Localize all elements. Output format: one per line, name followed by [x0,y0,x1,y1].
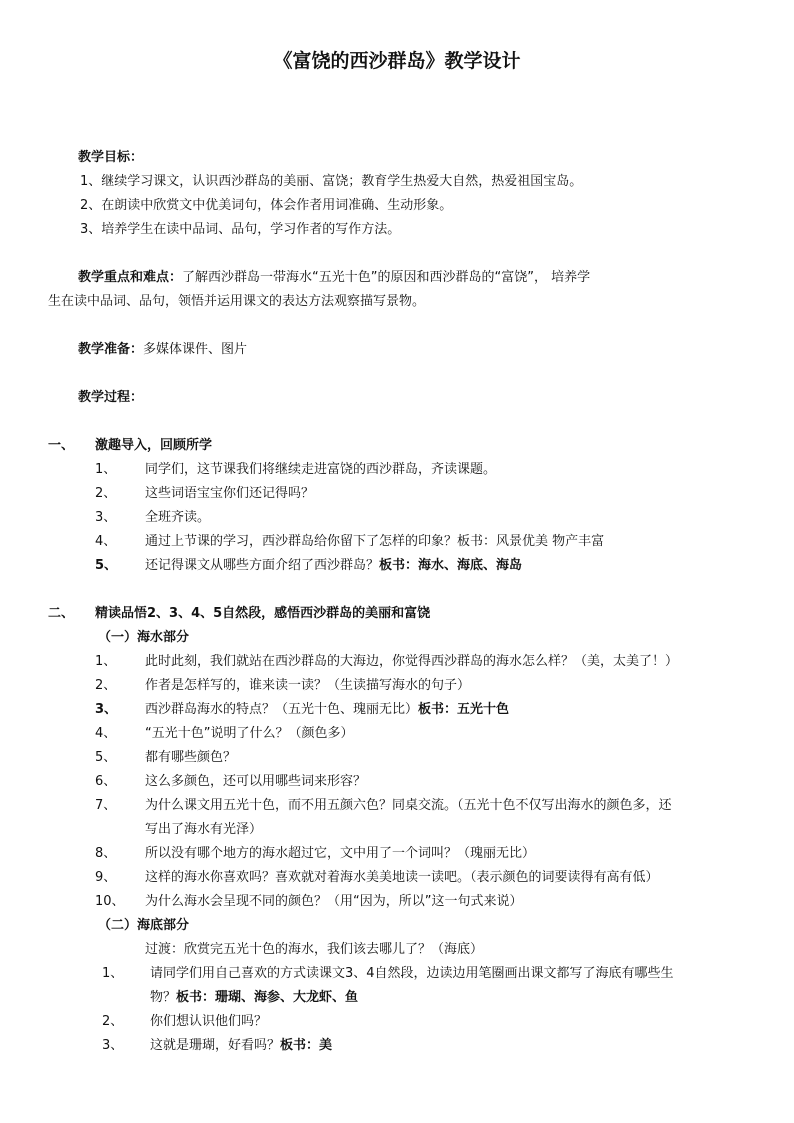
list-item-number: 2、 [102,1014,124,1029]
list-item-number: 2、 [95,678,117,693]
list-item-number: 1、 [95,654,117,669]
board-note: 板书：海水、海底、海岛 [379,558,523,573]
board-note: 板书：五光十色 [418,702,510,717]
list-item: 西沙群岛海水的特点？（五光十色、瑰丽无比）板书：五光十色 [145,702,510,717]
subsection2-heading: （二）海底部分 [98,918,190,933]
document-title: 《富饶的西沙群岛》教学设计 [273,50,521,72]
list-item-number: 7、 [95,798,117,813]
list-item: 同学们，这节课我们将继续走进富饶的西沙群岛，齐读课题。 [145,462,497,477]
list-item-number: 3、 [95,510,117,525]
list-item-number: 10、 [95,894,125,909]
preparation-heading: 教学准备： [78,342,144,357]
list-item: 还记得课文从哪些方面介绍了西沙群岛？板书：海水、海底、海岛 [145,558,523,573]
list-item-number: 8、 [95,846,117,861]
board-note: 板书：美 [280,1038,333,1053]
list-item-number: 2、 [95,486,117,501]
list-item: 这些词语宝宝你们还记得吗？ [145,486,315,501]
list-item: 通过上节课的学习，西沙群岛给你留下了怎样的印象？板书：风景优美 物产丰富 [145,534,605,549]
subsection1-heading: （一）海水部分 [98,630,190,645]
preparation-line: 教学准备：多媒体课件、图片 [78,342,248,357]
list-item-number: 1、 [102,966,124,981]
list-item-number: 9、 [95,870,117,885]
list-item: 全班齐读。 [145,510,211,525]
list-item: “五光十色”说明了什么？（颜色多） [145,726,354,741]
board-note: 板书：珊瑚、海参、大龙虾、鱼 [176,990,359,1005]
list-item-continuation: 写出了海水有光泽） [145,822,263,837]
list-item-number: 1、 [95,462,117,477]
list-item: 为什么海水会呈现不同的颜色？（用“因为，所以”这一句式来说） [145,894,523,909]
objective-item: 3、培养学生在读中品词、品句，学习作者的写作方法。 [80,222,401,237]
list-item-number: 5、 [95,558,118,573]
list-item: 这就是珊瑚，好看吗？板书：美 [150,1038,333,1053]
list-item: 这样的海水你喜欢吗？喜欢就对着海水美美地读一读吧。（表示颜色的词要读得有高有低） [145,870,659,885]
list-item: 都有哪些颜色？ [145,750,237,765]
key-points-line1: 教学重点和难点：了解西沙群岛一带海水“五光十色”的原因和西沙群岛的“富饶”， 培养学 [78,270,591,285]
list-item-number: 6、 [95,774,117,789]
section2-title: 精读品悟2、3、4、5自然段，感悟西沙群岛的美丽和富饶 [95,606,431,621]
key-points-heading: 教学重点和难点： [78,270,183,285]
objective-item: 1、继续学习课文，认识西沙群岛的美丽、富饶；教育学生热爱大自然，热爱祖国宝岛。 [80,174,583,189]
key-points-line2: 生在读中品词、品句，领悟并运用课文的表达方法观察描写景物。 [48,294,426,309]
process-heading: 教学过程： [78,390,144,405]
section1-number: 一、 [48,438,75,453]
section2-number: 二、 [48,606,75,621]
list-item-number: 4、 [95,726,117,741]
list-item: 作者是怎样写的，谁来读一读？（生读描写海水的句子） [145,678,471,693]
list-item: 为什么课文用五光十色，而不用五颜六色？同桌交流。（五光十色不仅写出海水的颜色多，还 [145,798,672,813]
list-item-continuation: 物？板书：珊瑚、海参、大龙虾、鱼 [150,990,359,1005]
objectives-heading: 教学目标： [78,150,144,165]
list-item: 所以没有哪个地方的海水超过它，文中用了一个词叫？（瑰丽无比） [145,846,536,861]
list-item-number: 5、 [95,750,117,765]
list-item: 这么多颜色，还可以用哪些词来形容？ [145,774,367,789]
list-item-number: 3、 [95,702,118,717]
list-item-number: 4、 [95,534,117,549]
list-item: 请同学们用自己喜欢的方式读课文3、4自然段，边读边用笔圈画出课文都写了海底有哪些生 [150,966,674,981]
list-item: 你们想认识他们吗？ [150,1014,268,1029]
list-item-number: 3、 [102,1038,124,1053]
section1-title: 激趣导入，回顾所学 [95,438,213,453]
list-item: 此时此刻，我们就站在西沙群岛的大海边，你觉得西沙群岛的海水怎么样？（美，太美了！） [145,654,679,669]
transition-text: 过渡：欣赏完五光十色的海水，我们该去哪儿了？（海底） [145,942,484,957]
objective-item: 2、在朗读中欣赏文中优美词句，体会作者用词准确、生动形象。 [80,198,453,213]
